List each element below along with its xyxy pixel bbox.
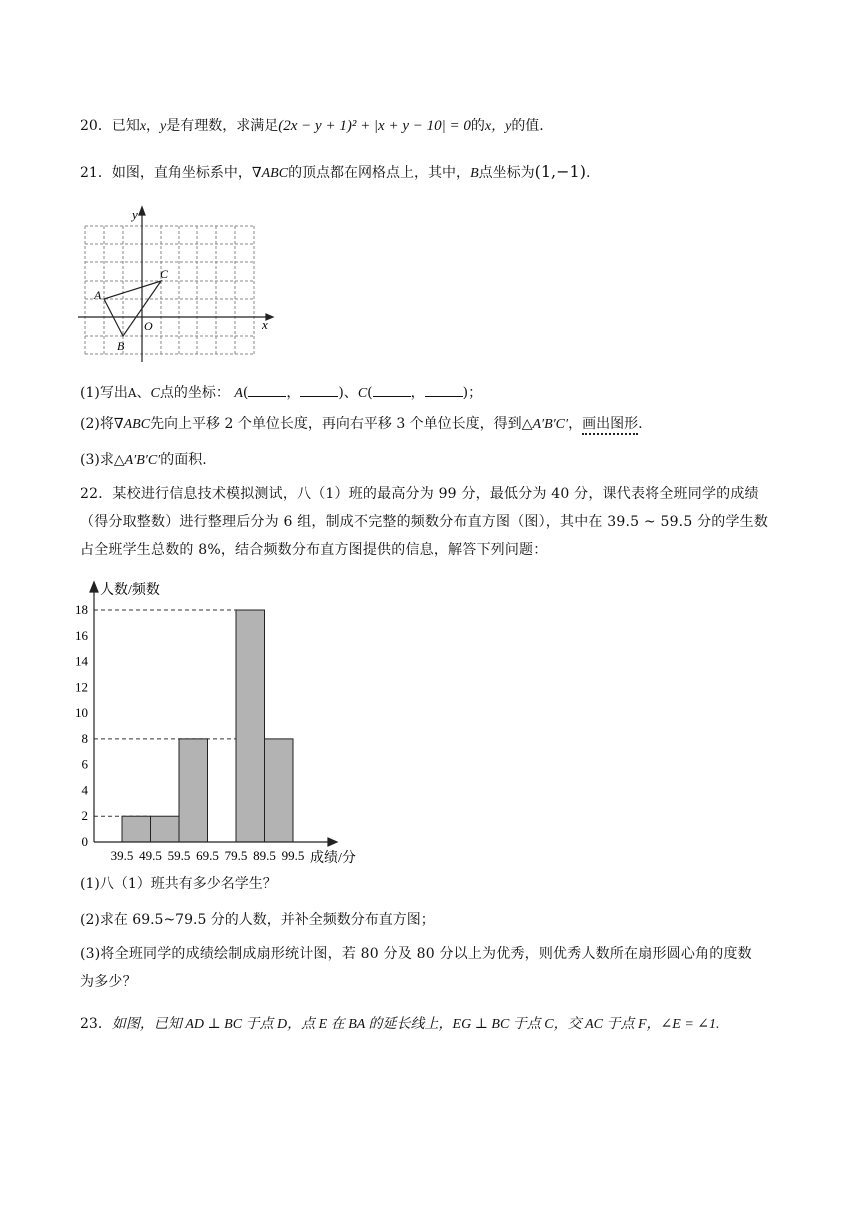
x-tick-label: 79.5	[224, 848, 248, 863]
triangle-name: ABC	[123, 417, 151, 432]
x-tick-label: 89.5	[253, 848, 276, 863]
question-text: 是有理数，求满足	[166, 118, 279, 134]
question-21	[80, 162, 590, 184]
question-22-part-1: (1)八（1）班共有多少名学生？	[80, 876, 277, 892]
part-label: (1)写出	[80, 385, 128, 401]
answer-blank[interactable]	[300, 382, 338, 397]
question-22-stem	[80, 480, 780, 564]
x-tick-label: 69.5	[196, 848, 219, 863]
question-text: 的面积.	[160, 452, 207, 468]
point-name: B	[470, 166, 479, 181]
x-axis-title: 成绩/分	[310, 851, 356, 866]
separator: ，	[146, 118, 161, 134]
answer-point-a: A	[234, 386, 243, 401]
question-21-part-2	[80, 414, 643, 435]
paragraph-line: (3)将全班同学的成绩绘制成扇形统计图，若 80 分及 80 分以上为优秀，则优秀人数所在扇形圆心角的度数	[80, 946, 752, 962]
punctuation: ；	[468, 385, 483, 401]
question-text: 点坐标为	[478, 165, 535, 181]
question-number: 22．	[80, 486, 113, 502]
histogram-bar	[265, 739, 294, 842]
y-tick-label: 8	[81, 730, 88, 746]
coordinate-grid-figure	[76, 204, 276, 366]
y-tick-label: 0	[81, 834, 88, 849]
x-tick-labels	[111, 848, 305, 863]
y-tick-label: 16	[75, 627, 88, 643]
separator: 、	[136, 385, 151, 401]
axes	[78, 207, 273, 362]
histogram-bar	[236, 610, 265, 842]
y-tick-label: 4	[81, 782, 88, 798]
separator: ，	[568, 416, 583, 432]
point-c-label: C	[160, 267, 169, 281]
question-22-part-2: (2)求在 69.5~79.5 分的人数，并补全频数分布直方图；	[80, 912, 435, 928]
origin-label: O	[144, 319, 153, 333]
y-tick-label: 12	[75, 679, 88, 695]
part-label: (3)求	[80, 452, 114, 468]
question-text: 先向上平移 2 个单位长度，再向右平移 3 个单位长度，得到	[150, 416, 522, 432]
answer-blank[interactable]	[373, 382, 411, 397]
y-tick-label: 18	[75, 602, 88, 617]
question-text: 如图，直角坐标系中，∇	[111, 165, 262, 181]
question-number: 20．	[80, 118, 112, 134]
question-20	[80, 116, 544, 137]
question-number: 21．	[80, 165, 112, 181]
x-axis-arrow-icon	[328, 838, 337, 846]
answer-blank[interactable]	[425, 382, 463, 397]
point-b-label: B	[117, 339, 125, 353]
point-a-label: A	[94, 288, 102, 302]
emphasized-text: 画出图形	[582, 416, 638, 435]
grid-lines	[85, 226, 254, 354]
histogram-bar	[122, 816, 151, 842]
variable: y	[160, 119, 167, 134]
variables: x，y	[484, 119, 512, 134]
x-tick-label: 59.5	[167, 848, 191, 863]
y-tick-label: 14	[75, 653, 88, 669]
question-text: 的顶点都在网格点上，其中，	[288, 165, 471, 181]
coordinates: (1,−1)	[534, 162, 586, 181]
period: .	[585, 165, 591, 181]
frequency-histogram	[60, 578, 380, 868]
paragraph-line: （得分取整数）进行整理后分为 6 组，制成不完整的频数分布直方图（图），其中在 39.5 ~ 59.5 分的学生数	[80, 514, 769, 530]
paragraph-line	[80, 480, 780, 508]
question-text: 某校进行信息技术模拟测试，八（1）班的最高分为 99 分，最低分为 40 分，课代表将全班同学的成绩	[112, 486, 759, 502]
y-axis-arrow-icon	[90, 582, 98, 592]
point-name: C	[150, 386, 160, 401]
y-axis-arrow-icon	[139, 207, 145, 215]
x-tick-label: 99.5	[281, 848, 305, 863]
y-tick-label: 10	[75, 705, 88, 721]
question-text: 已知	[111, 118, 140, 134]
histogram-bar	[151, 816, 180, 842]
variable: x	[139, 119, 147, 134]
triangle-name: ABC	[261, 166, 289, 181]
question-number: 23．	[80, 1016, 112, 1032]
y-tick-labels	[75, 602, 89, 849]
paragraph-line: 占全班学生总数的 8%，结合频数分布直方图提供的信息，解答下列问题：	[80, 542, 548, 558]
question-22-part-3	[80, 940, 780, 996]
question-text: 的	[470, 118, 485, 134]
paragraph-line: 为多少？	[80, 974, 137, 990]
triangle-name: △A′B′C′	[521, 417, 569, 432]
y-axis-title: 人数/频数	[100, 583, 160, 598]
question-text: 的值.	[511, 118, 544, 134]
x-axis-label: x	[262, 317, 268, 332]
y-tick-label: 2	[81, 808, 88, 824]
histogram-bar	[179, 739, 208, 842]
question-23	[80, 1014, 720, 1035]
histogram-bars	[122, 610, 293, 842]
axes	[90, 582, 337, 846]
y-tick-label: 6	[81, 756, 88, 772]
answer-point-c: C	[357, 386, 368, 401]
question-text: 点的坐标：	[159, 385, 230, 401]
triangle-name: △A′B′C′	[113, 453, 161, 468]
x-tick-label: 39.5	[110, 848, 134, 863]
answer-blank[interactable]	[248, 382, 286, 397]
part-label: (2)将∇	[80, 416, 124, 432]
equation: (2x − y + 1)² + |x + y − 10| = 0	[278, 118, 471, 134]
question-21-part-1: (1)写出A、C点的坐标： A( ， )、C( ， )；	[80, 382, 482, 404]
point-name: A	[127, 386, 137, 400]
period: .	[638, 416, 643, 432]
y-axis-label: y	[132, 207, 138, 222]
x-tick-label: 49.5	[139, 848, 162, 863]
question-21-part-3	[80, 450, 207, 471]
question-text: 如图，已知 AD ⊥ BC 于点 D，点 E 在 BA 的延长线上，EG ⊥ BC 于点 C，交 AC 于点 F，∠E = ∠1.	[111, 1017, 720, 1032]
